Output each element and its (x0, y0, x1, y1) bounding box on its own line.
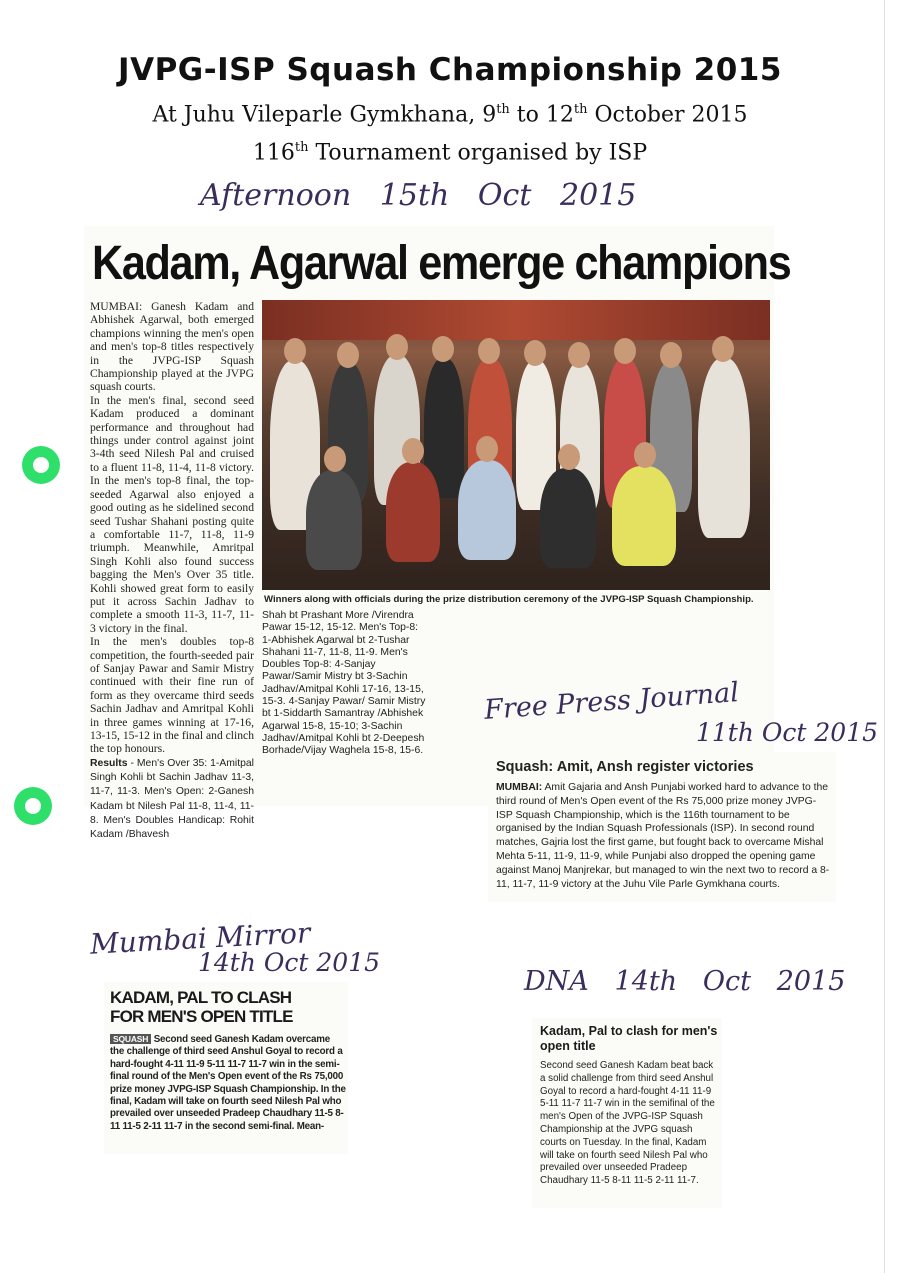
dna-body: Second seed Ganesh Kadam beat back a solid challenge from third seed Anshul Goyal to record a hard-fought 4-11 11-9 5-11 11-7 11-7 win in the semifinal of the men's Open of the JVPG-ISP Squash Championship at the JVPG squash courts on Tuesday. In the final, Kadam will take on fourth seed Nilesh Pal who prevailed over unseeded Pradeep Chaudhary 11-5 8-11 11-5 2-11 11-7. (540, 1060, 715, 1187)
photo-head (712, 336, 734, 362)
photo-head (478, 338, 500, 364)
photo-head (660, 342, 682, 368)
page-title: JVPG-ISP Squash Championship 2015 (118, 52, 782, 88)
photo-head (284, 338, 306, 364)
tournament-line: 116th Tournament organised by ISP (252, 140, 648, 166)
afternoon-column-1: MUMBAI: Ganesh Kadam and Abhishek Agarwal, both emerged champions winning the men's open and men's top-8 titles respectively in the JVPG-ISP Squash Championship played at the JVPG squash courts. In the men's final, second seed Kadam produced a dominant performance and throughout had things under control against joint 3-4th seed Nilesh Pal and cruised to a fluent 11-8, 11-4, 11-8 victory. In the men's top-8 final, the top-seeded Agarwal also enjoyed a good outing as he sidelined second seed Tushar Shahani posting quite a comfortable 11-7, 11-8, 11-9 triumph. Meanwhile, Amritpal Singh Kohli also found success bagging the Men's Over 35 title. Kohli showed great form to easily put it across Sachin Jadhav to complete a smooth 11-3, 11-7, 11-3 victory in the final. In the men's doubles top-8 competition, the fourth-seeded pair of Sanjay Pawar and Samir Mistry continued with their fine run of form as they overcame third seeds Sachin Jadhav and Amritpal Kohli in three games winning at 17-16, 13-15, 15-12 in the final and clinch the top honours. Results - Men's Over 35: 1-Amitpal Singh Kohli bt Sachin Jadhav 11-3, 11-7, 11-3. Men's Open: 2-Ganesh Kadam bt Nilesh Pal 11-8, 11-4, 11-8. Men's Doubles Handicap: Rohit Kadam /Bhavesh (90, 300, 254, 841)
mm-body: SQUASH Second seed Ganesh Kadam overcame the challenge of third seed Anshul Goyal to record a hard-fought 4-11 11-9 5-11 11-7 11-7 win in the semi-final round of the Men's Open event of the Rs 75,000 prize money JVPG-ISP Squash Championship. In the final, Kadam will take on fourth seed Nilesh Pal who prevailed over unseeded Pradeep Chaudhary 11-5 8-11 11-5 2-11 11-7 in the second semi-final. Mean- (110, 1034, 346, 1132)
photo-head (614, 338, 636, 364)
photo-person (458, 460, 516, 560)
photo-head (558, 444, 580, 470)
photo-head (568, 342, 590, 368)
photo-head (386, 334, 408, 360)
mm-headline: KADAM, PAL TO CLASH FOR MEN'S OPEN TITLE (110, 988, 293, 1026)
photo-head (432, 336, 454, 362)
handwritten-fpj-date: 11th Oct 2015 (696, 718, 879, 747)
fpj-headline: Squash: Amit, Ansh register victories (496, 759, 754, 775)
photo-person (386, 462, 440, 562)
afternoon-column-2: Shah bt Prashant More /Virendra Pawar 15-12, 15-12. Men's Top-8: 1-Abhishek Agarwal bt 2-Tushar Shahani 11-7, 11-8, 11-9. Men's Doubles Top-8: 4-Sanjay Pawar/Samir Mistry bt 3-Sachin Jadhav/Amitpal Kohli 17-16, 13-15, 15-3. 4-Sanjay Pawar/ Samir Mistry bt 1-Siddarth Samantray /Abhishek Agarwal 15-8, 15-10; 3-Sachin Jadhav/Amitpal Kohli bt 2-Deepesh Borhade/Vijay Waghela 15-8, 15-6. (262, 610, 426, 757)
photo-head (402, 438, 424, 464)
fpj-body: MUMBAI: Amit Gajaria and Ansh Punjabi worked hard to advance to the third round of Men's Open event of the Rs 75,000 prize money JVPG-ISP Squash Championship, which is the 116th tournament to be organised by the Indian Squash Professionals (ISP). In second round matches, Gajria lost the first game, but fought back to overcame Mishal Mehta 5-11, 11-9, 11-9, while Punjabi also dropped the opening game against Manoj Manjrekar, but managed to win the next two to record a 8-11, 11-7, 11-9 victory at the Juhu Vile Parle Gymkhana courts. (496, 782, 830, 890)
photo-head (634, 442, 656, 468)
afternoon-headline: Kadam, Agarwal emerge champions (92, 237, 791, 290)
handwritten-afternoon-date: Afternoon 15th Oct 2015 (200, 178, 637, 213)
venue-line: At Juhu Vileparle Gymkhana, 9th to 12th October 2015 (152, 102, 748, 128)
photo-person (306, 470, 362, 570)
photo-person (540, 468, 596, 568)
handwritten-fpj: Free Press Journal (483, 677, 740, 726)
prize-ceremony-photo (262, 300, 770, 590)
photo-caption: Winners along with officials during the prize distribution ceremony of the JVPG-ISP Squash Championship. (264, 594, 754, 605)
dna-headline: Kadam, Pal to clash for men's open title (540, 1024, 718, 1053)
photo-person (698, 358, 750, 538)
photo-banner (262, 300, 770, 340)
photo-head (524, 340, 546, 366)
handwritten-mumbai-mirror: Mumbai Mirror (89, 916, 312, 961)
handwritten-dna-date: DNA 14th Oct 2015 (524, 966, 846, 997)
photo-head (337, 342, 359, 368)
photo-head (324, 446, 346, 472)
binder-hole-top (22, 446, 60, 484)
page-edge (884, 0, 885, 1273)
photo-person (612, 466, 676, 566)
mm-section-tag: SQUASH (110, 1034, 151, 1044)
binder-hole-bottom (14, 787, 52, 825)
handwritten-mm-date: 14th Oct 2015 (198, 948, 381, 977)
photo-head (476, 436, 498, 462)
